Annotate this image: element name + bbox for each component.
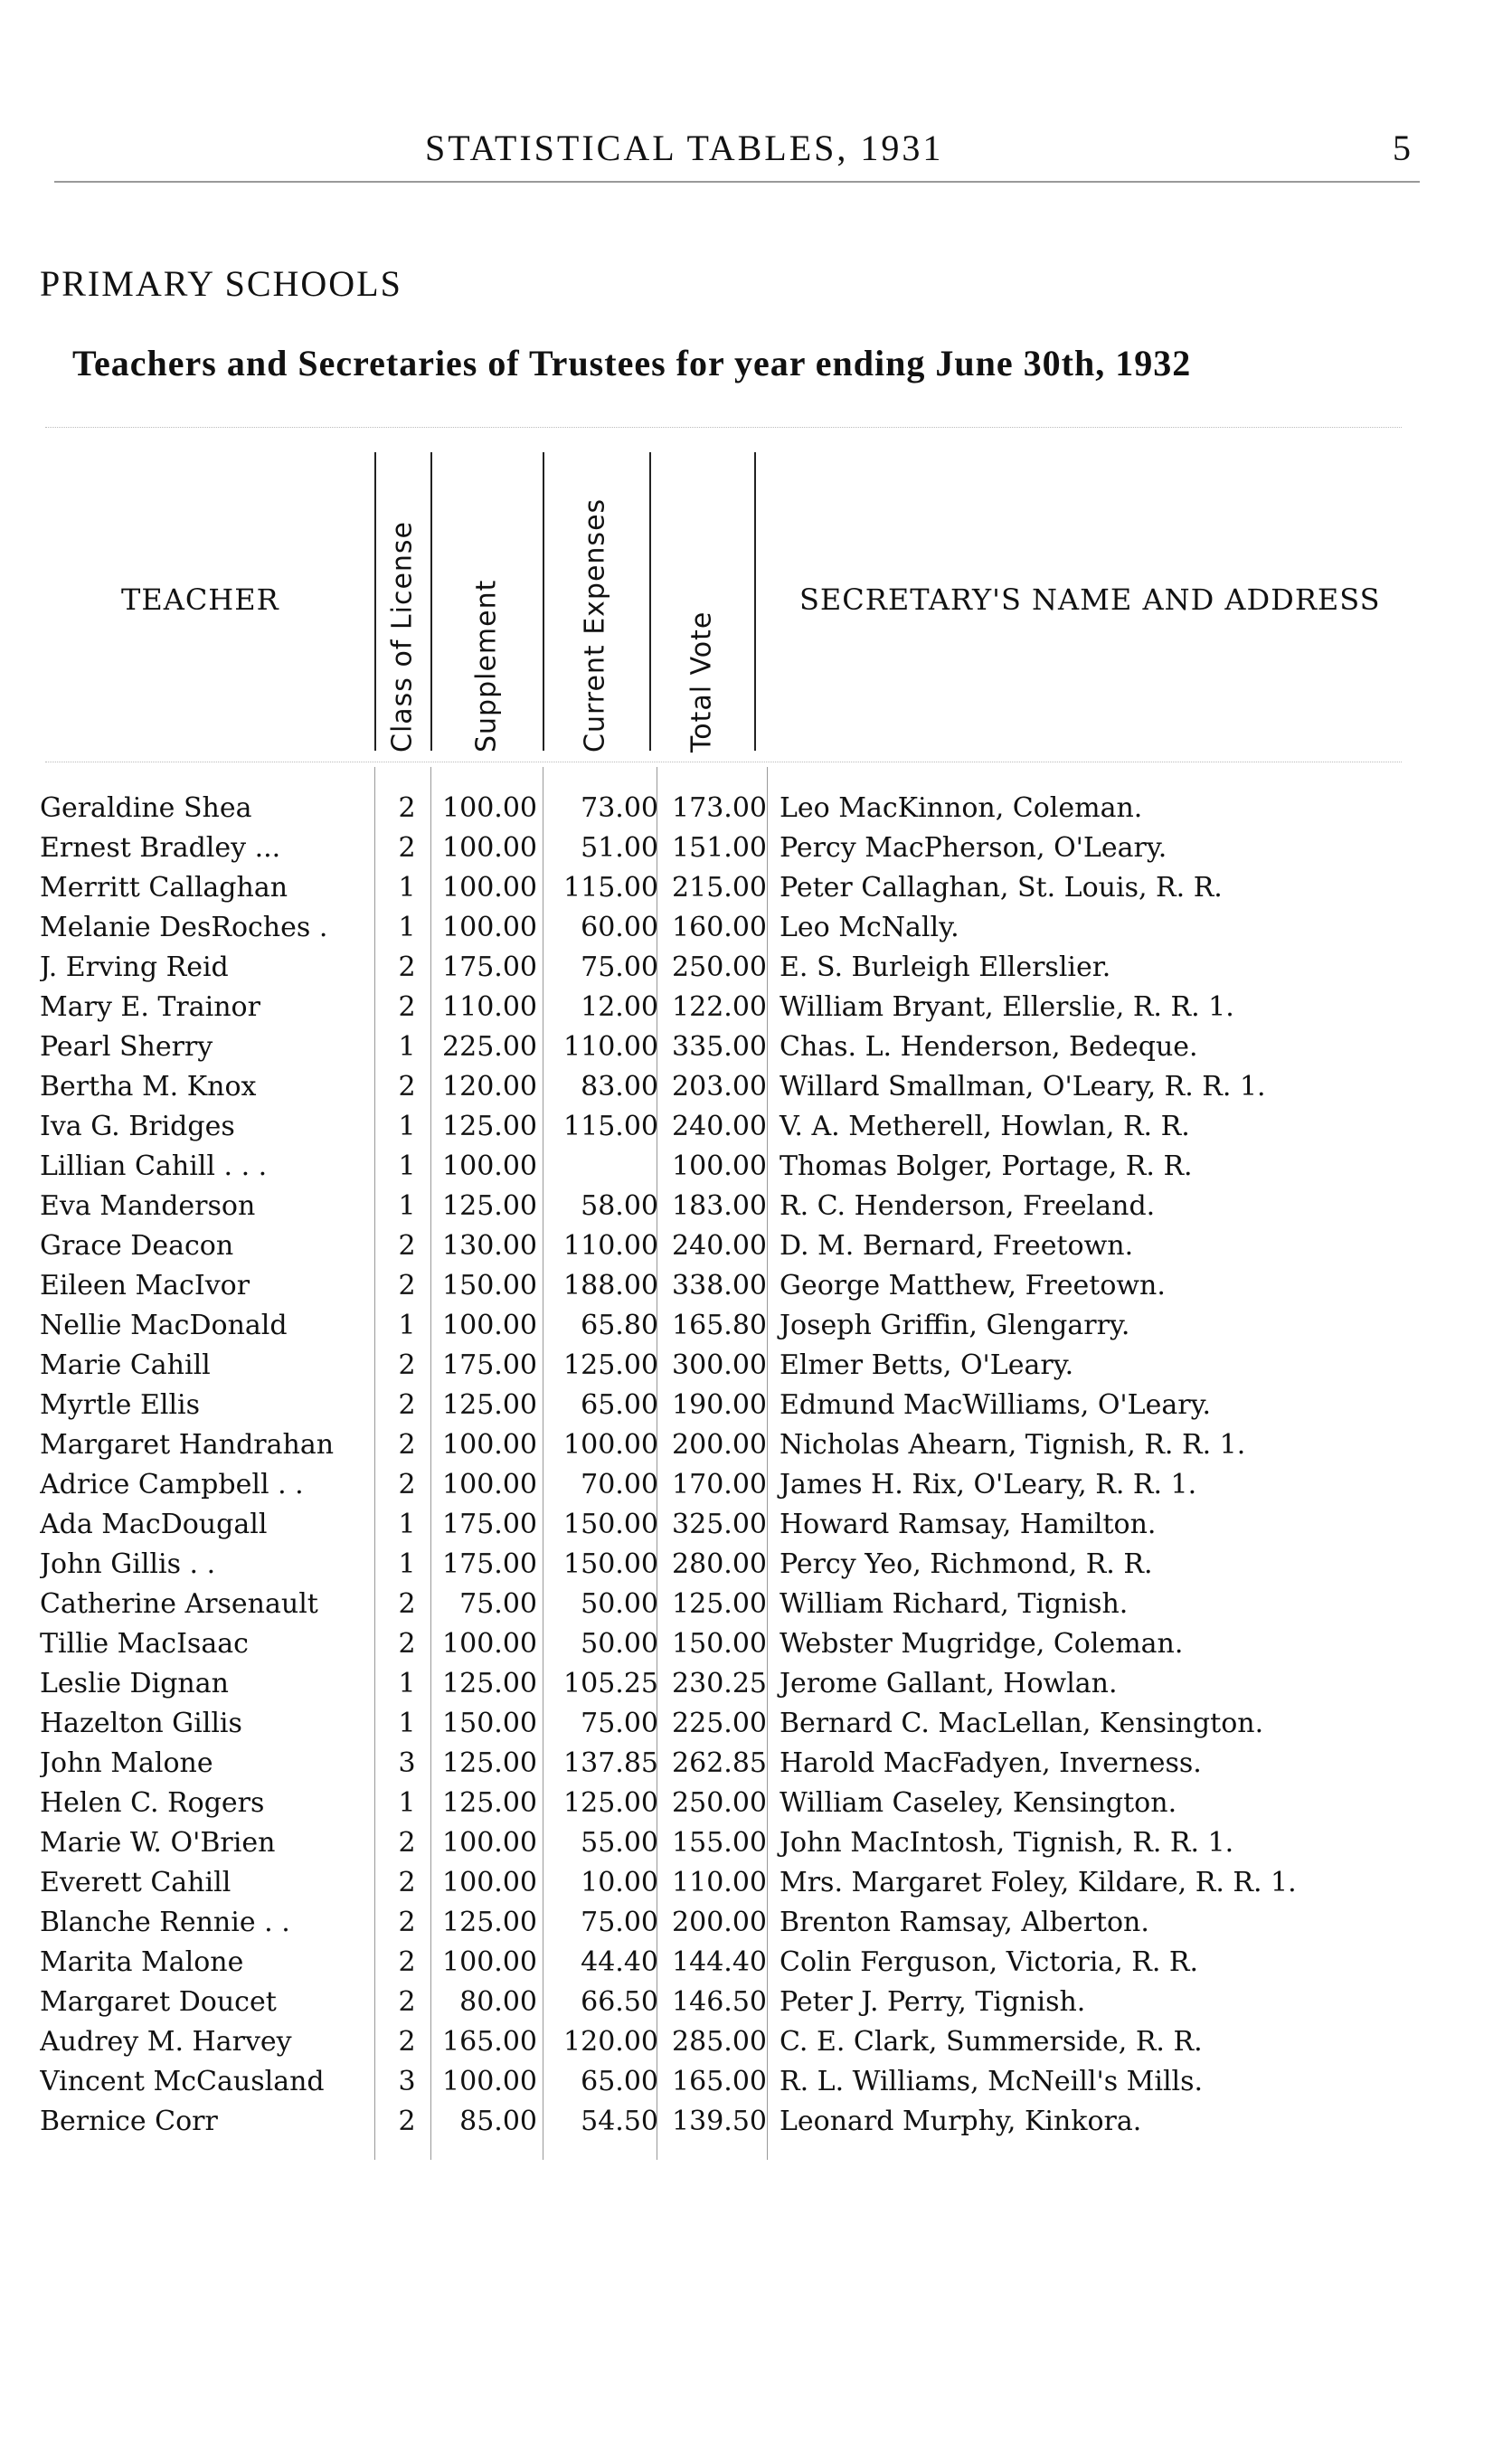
column-header-expenses-label: Current Expenses bbox=[579, 497, 611, 752]
current-expenses-value: 105.25 bbox=[563, 1668, 658, 1699]
total-vote-value: 335.00 bbox=[672, 1031, 767, 1063]
current-expenses-value: 75.00 bbox=[581, 1907, 658, 1938]
page-number: 5 bbox=[1393, 128, 1411, 168]
table-row bbox=[0, 1230, 1512, 1270]
teacher-name: Adrice Campbell . . bbox=[40, 1469, 304, 1500]
total-vote-value: 230.25 bbox=[672, 1668, 767, 1699]
class-of-license: 3 bbox=[398, 2066, 416, 2097]
column-header-supplement bbox=[459, 463, 514, 752]
class-of-license: 2 bbox=[398, 832, 416, 864]
supplement-value: 175.00 bbox=[442, 1548, 537, 1580]
secretary-name-address: Percy Yeo, Richmond, R. R. bbox=[780, 1548, 1153, 1580]
section-title: PRIMARY SCHOOLS bbox=[40, 263, 402, 304]
class-of-license: 1 bbox=[398, 1150, 416, 1182]
supplement-value: 100.00 bbox=[442, 912, 537, 943]
total-vote-value: 240.00 bbox=[672, 1230, 767, 1262]
total-vote-value: 325.00 bbox=[672, 1509, 767, 1540]
teacher-name: John Gillis . . bbox=[40, 1548, 216, 1580]
secretary-name-address: William Caseley, Kensington. bbox=[780, 1787, 1177, 1819]
supplement-value: 125.00 bbox=[442, 1907, 537, 1938]
table-row bbox=[0, 912, 1512, 951]
secretary-name-address: Peter J. Perry, Tignish. bbox=[780, 1986, 1086, 2018]
class-of-license: 2 bbox=[398, 1389, 416, 1421]
class-of-license: 2 bbox=[398, 1946, 416, 1978]
teacher-name: Lillian Cahill . . . bbox=[40, 1150, 268, 1182]
current-expenses-value: 75.00 bbox=[581, 1708, 658, 1739]
supplement-value: 100.00 bbox=[442, 1429, 537, 1461]
current-expenses-value: 150.00 bbox=[563, 1548, 658, 1580]
class-of-license: 3 bbox=[398, 1747, 416, 1779]
supplement-value: 125.00 bbox=[442, 1787, 537, 1819]
total-vote-value: 240.00 bbox=[672, 1111, 767, 1142]
class-of-license: 2 bbox=[398, 1907, 416, 1938]
current-expenses-value: 110.00 bbox=[563, 1031, 658, 1063]
current-expenses-value: 44.40 bbox=[581, 1946, 658, 1978]
table-row bbox=[0, 1907, 1512, 1946]
total-vote-value: 262.85 bbox=[672, 1747, 767, 1779]
current-expenses-value: 55.00 bbox=[581, 1827, 658, 1859]
secretary-name-address: Edmund MacWilliams, O'Leary. bbox=[780, 1389, 1212, 1421]
secretary-name-address: Thomas Bolger, Portage, R. R. bbox=[780, 1150, 1193, 1182]
supplement-value: 100.00 bbox=[442, 1867, 537, 1898]
column-header-class-label: Class of License bbox=[386, 520, 419, 752]
secretary-name-address: Webster Mugridge, Coleman. bbox=[780, 1628, 1184, 1660]
teacher-name: Nellie MacDonald bbox=[40, 1310, 288, 1341]
current-expenses-value: 110.00 bbox=[563, 1230, 658, 1262]
table-row bbox=[0, 1946, 1512, 1986]
total-vote-value: 200.00 bbox=[672, 1429, 767, 1461]
class-of-license: 1 bbox=[398, 1668, 416, 1699]
total-vote-value: 150.00 bbox=[672, 1628, 767, 1660]
total-vote-value: 125.00 bbox=[672, 1588, 767, 1620]
supplement-value: 130.00 bbox=[442, 1230, 537, 1262]
supplement-value: 100.00 bbox=[442, 1469, 537, 1500]
current-expenses-value: 51.00 bbox=[581, 832, 658, 864]
secretary-name-address: James H. Rix, O'Leary, R. R. 1. bbox=[780, 1469, 1197, 1500]
total-vote-value: 139.50 bbox=[672, 2106, 767, 2137]
secretary-name-address: V. A. Metherell, Howlan, R. R. bbox=[780, 1111, 1190, 1142]
secretary-name-address: D. M. Bernard, Freetown. bbox=[780, 1230, 1134, 1262]
class-of-license: 1 bbox=[398, 1111, 416, 1142]
teacher-name: Hazelton Gillis bbox=[40, 1708, 242, 1739]
teacher-name: Ernest Bradley ... bbox=[40, 832, 281, 864]
secretary-name-address: Harold MacFadyen, Inverness. bbox=[780, 1747, 1202, 1779]
supplement-value: 80.00 bbox=[459, 1986, 537, 2018]
header-rule bbox=[54, 181, 1420, 183]
secretary-name-address: Joseph Griffin, Glengarry. bbox=[780, 1310, 1130, 1341]
class-of-license: 2 bbox=[398, 1469, 416, 1500]
total-vote-value: 200.00 bbox=[672, 1907, 767, 1938]
table-row bbox=[0, 1867, 1512, 1907]
total-vote-value: 203.00 bbox=[672, 1071, 767, 1103]
total-vote-value: 155.00 bbox=[672, 1827, 767, 1859]
supplement-value: 125.00 bbox=[442, 1111, 537, 1142]
total-vote-value: 285.00 bbox=[672, 2026, 767, 2058]
total-vote-value: 190.00 bbox=[672, 1389, 767, 1421]
teacher-name: Grace Deacon bbox=[40, 1230, 234, 1262]
table-row bbox=[0, 1310, 1512, 1349]
class-of-license: 1 bbox=[398, 1548, 416, 1580]
table-row bbox=[0, 2026, 1512, 2066]
current-expenses-value: 83.00 bbox=[581, 1071, 658, 1103]
secretary-name-address: John MacIntosh, Tignish, R. R. 1. bbox=[780, 1827, 1234, 1859]
teacher-name: Catherine Arsenault bbox=[40, 1588, 318, 1620]
secretary-name-address: Leo MacKinnon, Coleman. bbox=[780, 792, 1143, 824]
supplement-value: 125.00 bbox=[442, 1747, 537, 1779]
total-vote-value: 144.40 bbox=[672, 1946, 767, 1978]
secretary-name-address: Chas. L. Henderson, Bedeque. bbox=[780, 1031, 1198, 1063]
supplement-value: 100.00 bbox=[442, 872, 537, 904]
teacher-name: Melanie DesRoches . bbox=[40, 912, 328, 943]
class-of-license: 2 bbox=[398, 1349, 416, 1381]
teacher-name: Eileen MacIvor bbox=[40, 1270, 250, 1301]
secretary-name-address: William Richard, Tignish. bbox=[780, 1588, 1129, 1620]
total-vote-value: 165.80 bbox=[672, 1310, 767, 1341]
class-of-license: 2 bbox=[398, 1827, 416, 1859]
class-of-license: 2 bbox=[398, 1270, 416, 1301]
table-row bbox=[0, 832, 1512, 872]
secretary-name-address: R. C. Henderson, Freeland. bbox=[780, 1190, 1156, 1222]
table-row bbox=[0, 1668, 1512, 1708]
column-divider bbox=[754, 452, 756, 751]
table-row bbox=[0, 1190, 1512, 1230]
class-of-license: 2 bbox=[398, 991, 416, 1023]
current-expenses-value: 65.00 bbox=[581, 2066, 658, 2097]
secretary-name-address: Bernard C. MacLellan, Kensington. bbox=[780, 1708, 1264, 1739]
total-vote-value: 250.00 bbox=[672, 951, 767, 983]
column-divider bbox=[430, 452, 432, 751]
teacher-name: John Malone bbox=[40, 1747, 213, 1779]
supplement-value: 125.00 bbox=[442, 1668, 537, 1699]
teacher-name: Bernice Corr bbox=[40, 2106, 218, 2137]
column-header-teacher: TEACHER bbox=[121, 582, 279, 617]
class-of-license: 1 bbox=[398, 1190, 416, 1222]
class-of-license: 2 bbox=[398, 1628, 416, 1660]
secretary-name-address: Jerome Gallant, Howlan. bbox=[780, 1668, 1118, 1699]
column-header-supplement-label: Supplement bbox=[470, 579, 503, 752]
secretary-name-address: Percy MacPherson, O'Leary. bbox=[780, 832, 1167, 864]
teacher-name: Mary E. Trainor bbox=[40, 991, 260, 1023]
table-row bbox=[0, 1469, 1512, 1509]
class-of-license: 2 bbox=[398, 1867, 416, 1898]
total-vote-value: 146.50 bbox=[672, 1986, 767, 2018]
secretary-name-address: George Matthew, Freetown. bbox=[780, 1270, 1166, 1301]
column-header-vote-label: Total Vote bbox=[685, 610, 718, 752]
teacher-name: Marie Cahill bbox=[40, 1349, 211, 1381]
table-row bbox=[0, 991, 1512, 1031]
teacher-name: Geraldine Shea bbox=[40, 792, 252, 824]
supplement-value: 100.00 bbox=[442, 832, 537, 864]
secretary-name-address: Howard Ramsay, Hamilton. bbox=[780, 1509, 1157, 1540]
total-vote-value: 183.00 bbox=[672, 1190, 767, 1222]
secretary-name-address: Mrs. Margaret Foley, Kildare, R. R. 1. bbox=[780, 1867, 1297, 1898]
secretary-name-address: Leonard Murphy, Kinkora. bbox=[780, 2106, 1142, 2137]
table-row bbox=[0, 872, 1512, 912]
current-expenses-value: 70.00 bbox=[581, 1469, 658, 1500]
column-header-expenses bbox=[568, 463, 622, 752]
teacher-name: Margaret Handrahan bbox=[40, 1429, 335, 1461]
table-row bbox=[0, 1349, 1512, 1389]
current-expenses-value: 73.00 bbox=[581, 792, 658, 824]
table-subtitle: Teachers and Secretaries of Trustees for year ending June 30th, 1932 bbox=[72, 343, 1192, 383]
current-expenses-value: 50.00 bbox=[581, 1628, 658, 1660]
table-row bbox=[0, 1548, 1512, 1588]
current-expenses-value: 150.00 bbox=[563, 1509, 658, 1540]
column-header-vote bbox=[675, 463, 729, 752]
table-row bbox=[0, 1111, 1512, 1150]
table-row bbox=[0, 1509, 1512, 1548]
current-expenses-value: 75.00 bbox=[581, 951, 658, 983]
secretary-name-address: Brenton Ramsay, Alberton. bbox=[780, 1907, 1149, 1938]
teacher-name: Vincent McCausland bbox=[40, 2066, 325, 2097]
secretary-name-address: Nicholas Ahearn, Tignish, R. R. 1. bbox=[780, 1429, 1246, 1461]
supplement-value: 150.00 bbox=[442, 1270, 537, 1301]
teacher-name: Audrey M. Harvey bbox=[40, 2026, 292, 2058]
current-expenses-value: 66.50 bbox=[581, 1986, 658, 2018]
supplement-value: 125.00 bbox=[442, 1190, 537, 1222]
supplement-value: 100.00 bbox=[442, 1150, 537, 1182]
supplement-value: 100.00 bbox=[442, 1628, 537, 1660]
current-expenses-value: 65.80 bbox=[581, 1310, 658, 1341]
current-expenses-value: 50.00 bbox=[581, 1588, 658, 1620]
class-of-license: 1 bbox=[398, 1310, 416, 1341]
supplement-value: 100.00 bbox=[442, 2066, 537, 2097]
table-row bbox=[0, 2106, 1512, 2145]
table-row bbox=[0, 1588, 1512, 1628]
secretary-name-address: Elmer Betts, O'Leary. bbox=[780, 1349, 1074, 1381]
current-expenses-value: 12.00 bbox=[581, 991, 658, 1023]
total-vote-value: 280.00 bbox=[672, 1548, 767, 1580]
current-expenses-value: 125.00 bbox=[563, 1787, 658, 1819]
class-of-license: 1 bbox=[398, 912, 416, 943]
class-of-license: 2 bbox=[398, 951, 416, 983]
class-of-license: 1 bbox=[398, 1787, 416, 1819]
teacher-name: J. Erving Reid bbox=[40, 951, 229, 983]
table-row bbox=[0, 1708, 1512, 1747]
secretary-name-address: R. L. Williams, McNeill's Mills. bbox=[780, 2066, 1204, 2097]
table-row bbox=[0, 1389, 1512, 1429]
total-vote-value: 225.00 bbox=[672, 1708, 767, 1739]
teacher-name: Ada MacDougall bbox=[40, 1509, 268, 1540]
class-of-license: 2 bbox=[398, 792, 416, 824]
supplement-value: 100.00 bbox=[442, 1827, 537, 1859]
class-of-license: 2 bbox=[398, 1986, 416, 2018]
total-vote-value: 151.00 bbox=[672, 832, 767, 864]
total-vote-value: 173.00 bbox=[672, 792, 767, 824]
table-row bbox=[0, 1787, 1512, 1827]
secretary-name-address: William Bryant, Ellerslie, R. R. 1. bbox=[780, 991, 1234, 1023]
table-row bbox=[0, 1031, 1512, 1071]
supplement-value: 100.00 bbox=[442, 1310, 537, 1341]
class-of-license: 2 bbox=[398, 1429, 416, 1461]
total-vote-value: 165.00 bbox=[672, 2066, 767, 2097]
secretary-name-address: E. S. Burleigh Ellerslier. bbox=[780, 951, 1111, 983]
teacher-name: Eva Manderson bbox=[40, 1190, 256, 1222]
secretary-name-address: Colin Ferguson, Victoria, R. R. bbox=[780, 1946, 1199, 1978]
class-of-license: 2 bbox=[398, 2026, 416, 2058]
supplement-value: 100.00 bbox=[442, 792, 537, 824]
column-header-secretary: SECRETARY'S NAME AND ADDRESS bbox=[799, 582, 1381, 617]
column-divider bbox=[649, 452, 651, 751]
class-of-license: 2 bbox=[398, 2106, 416, 2137]
supplement-value: 125.00 bbox=[442, 1389, 537, 1421]
supplement-value: 175.00 bbox=[442, 951, 537, 983]
table-row bbox=[0, 1270, 1512, 1310]
total-vote-value: 250.00 bbox=[672, 1787, 767, 1819]
current-expenses-value: 54.50 bbox=[581, 2106, 658, 2137]
current-expenses-value: 120.00 bbox=[563, 2026, 658, 2058]
table-row bbox=[0, 951, 1512, 991]
teacher-name: Merritt Callaghan bbox=[40, 872, 288, 904]
teacher-name: Iva G. Bridges bbox=[40, 1111, 235, 1142]
current-expenses-value: 137.85 bbox=[563, 1747, 658, 1779]
supplement-value: 165.00 bbox=[442, 2026, 537, 2058]
class-of-license: 2 bbox=[398, 1071, 416, 1103]
table-row bbox=[0, 1747, 1512, 1787]
teacher-name: Margaret Doucet bbox=[40, 1986, 277, 2018]
class-of-license: 2 bbox=[398, 1588, 416, 1620]
class-of-license: 2 bbox=[398, 1230, 416, 1262]
table-row bbox=[0, 1071, 1512, 1111]
total-vote-value: 100.00 bbox=[672, 1150, 767, 1182]
supplement-value: 225.00 bbox=[442, 1031, 537, 1063]
current-expenses-value: 65.00 bbox=[581, 1389, 658, 1421]
teacher-name: Myrtle Ellis bbox=[40, 1389, 201, 1421]
total-vote-value: 300.00 bbox=[672, 1349, 767, 1381]
current-expenses-value: 60.00 bbox=[581, 912, 658, 943]
running-title: STATISTICAL TABLES, 1931 bbox=[425, 128, 944, 168]
total-vote-value: 338.00 bbox=[672, 1270, 767, 1301]
secretary-name-address: Leo McNally. bbox=[780, 912, 959, 943]
current-expenses-value: 58.00 bbox=[581, 1190, 658, 1222]
total-vote-value: 122.00 bbox=[672, 991, 767, 1023]
supplement-value: 110.00 bbox=[442, 991, 537, 1023]
current-expenses-value: 115.00 bbox=[563, 1111, 658, 1142]
teacher-name: Helen C. Rogers bbox=[40, 1787, 265, 1819]
secretary-name-address: C. E. Clark, Summerside, R. R. bbox=[780, 2026, 1203, 2058]
total-vote-value: 110.00 bbox=[672, 1867, 767, 1898]
supplement-value: 120.00 bbox=[442, 1071, 537, 1103]
total-vote-value: 215.00 bbox=[672, 872, 767, 904]
table-row bbox=[0, 1429, 1512, 1469]
supplement-value: 85.00 bbox=[459, 2106, 537, 2137]
teacher-name: Bertha M. Knox bbox=[40, 1071, 257, 1103]
current-expenses-value: 10.00 bbox=[581, 1867, 658, 1898]
total-vote-value: 160.00 bbox=[672, 912, 767, 943]
table-row bbox=[0, 792, 1512, 832]
class-of-license: 1 bbox=[398, 872, 416, 904]
teacher-name: Blanche Rennie . . bbox=[40, 1907, 290, 1938]
supplement-value: 75.00 bbox=[459, 1588, 537, 1620]
table-row bbox=[0, 1827, 1512, 1867]
supplement-value: 100.00 bbox=[442, 1946, 537, 1978]
current-expenses-value: 188.00 bbox=[563, 1270, 658, 1301]
teacher-name: Everett Cahill bbox=[40, 1867, 232, 1898]
secretary-name-address: Willard Smallman, O'Leary, R. R. 1. bbox=[780, 1071, 1266, 1103]
table-row bbox=[0, 1628, 1512, 1668]
teacher-name: Marie W. O'Brien bbox=[40, 1827, 276, 1859]
current-expenses-value: 125.00 bbox=[563, 1349, 658, 1381]
column-header-class bbox=[375, 463, 430, 752]
total-vote-value: 170.00 bbox=[672, 1469, 767, 1500]
table-row bbox=[0, 1986, 1512, 2026]
current-expenses-value: 100.00 bbox=[563, 1429, 658, 1461]
table-row bbox=[0, 2066, 1512, 2106]
teacher-name: Marita Malone bbox=[40, 1946, 244, 1978]
teacher-name: Leslie Dignan bbox=[40, 1668, 229, 1699]
secretary-name-address: Peter Callaghan, St. Louis, R. R. bbox=[780, 872, 1223, 904]
class-of-license: 1 bbox=[398, 1708, 416, 1739]
class-of-license: 1 bbox=[398, 1509, 416, 1540]
supplement-value: 175.00 bbox=[442, 1349, 537, 1381]
supplement-value: 150.00 bbox=[442, 1708, 537, 1739]
table-row bbox=[0, 1150, 1512, 1190]
supplement-value: 175.00 bbox=[442, 1509, 537, 1540]
current-expenses-value: 115.00 bbox=[563, 872, 658, 904]
column-divider bbox=[543, 452, 544, 751]
teacher-name: Tillie MacIsaac bbox=[40, 1628, 249, 1660]
class-of-license: 1 bbox=[398, 1031, 416, 1063]
teacher-name: Pearl Sherry bbox=[40, 1031, 213, 1063]
table-top-rule bbox=[45, 427, 1402, 428]
